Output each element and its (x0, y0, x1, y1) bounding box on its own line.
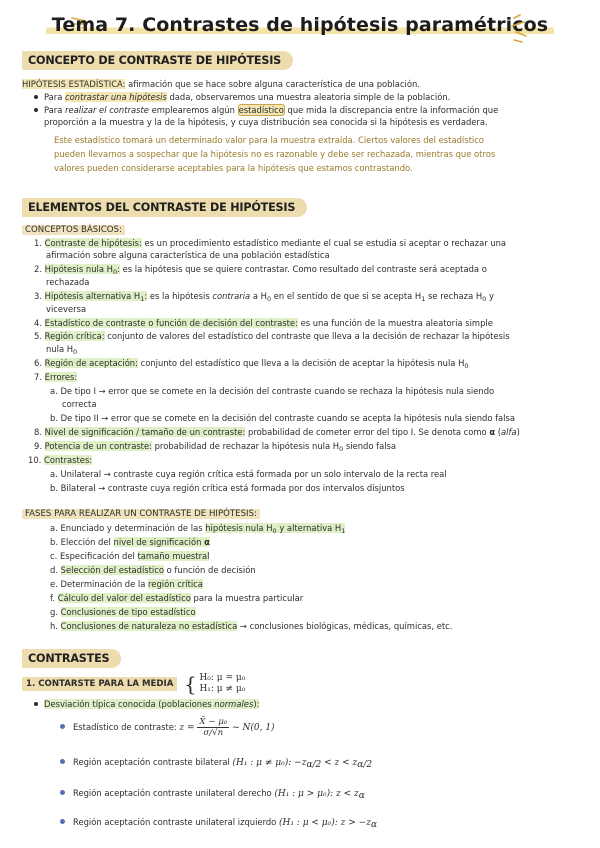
concept-6 (34, 358, 469, 372)
text: es la hipótesis (147, 291, 213, 301)
num: 9. (34, 441, 42, 451)
alpha-symbol: α (489, 427, 496, 437)
concepto-bullet-1 (34, 92, 450, 103)
num: e. (50, 579, 58, 589)
term: Estadístico de contraste o función de decisión del contraste: (44, 318, 298, 328)
phase-e (50, 579, 203, 590)
concept-3 (34, 291, 494, 305)
bullet-dot-icon (34, 108, 38, 112)
note-line-3: valores pueden considerarse aceptables para la hipótesis que estamos contrastando. (54, 163, 413, 173)
text: ) (516, 427, 520, 437)
subscript: 1 (140, 295, 145, 303)
term-text: Desviación típica conocida (poblaciones (44, 699, 215, 709)
num: g. (50, 607, 58, 617)
num: b. (50, 483, 58, 493)
phase-g (50, 607, 196, 618)
num: c. (50, 551, 58, 561)
text: emplearemos algún (148, 105, 238, 115)
term (45, 264, 120, 274)
concepto-bullet-2-line2: proporción a la muestra y la de la hipótesis, y cuya distribución sea conocida si la hipótesis es verdadera. (44, 117, 488, 127)
section-concepto-heading: CONCEPTO DE CONTRASTE DE HIPÓTESIS (22, 51, 293, 70)
concepto-bullet-2 (34, 105, 498, 116)
text: Estadístico de contraste: (73, 722, 180, 732)
text: Unilateral → contraste cuya región crítica está formada por un solo intervalo de la recta real (60, 469, 447, 479)
text: se rechaza H (425, 291, 483, 301)
colon: : (144, 291, 148, 301)
term (114, 537, 210, 547)
concept-5 (34, 331, 510, 342)
text: De tipo II → error que se comete en la decisión del contraste cuando se acepta la hipótesis nula siendo falsa (60, 413, 516, 423)
highlight-estadistico: estadístico (238, 105, 284, 115)
concept-7a (50, 386, 494, 397)
num: a. (50, 523, 58, 533)
concept-2 (34, 264, 487, 278)
num: 4. (34, 318, 42, 328)
text: es un procedimiento estadístico mediante el cual se estudia si aceptar o rechazar una (141, 238, 507, 248)
text: → conclusiones biológicas, médicas, químicas, etc. (237, 621, 453, 631)
subscript: α (370, 820, 378, 830)
text-em: realizar el contraste (65, 105, 149, 115)
test-statistic-line (60, 714, 275, 740)
subscript: 1 (421, 295, 426, 303)
math: (H₁ : μ ≠ μ₀): −z (232, 758, 307, 768)
hypotheses (199, 673, 245, 695)
concept-4 (34, 318, 493, 329)
concept-7 (34, 372, 77, 383)
bullet-dot-icon (60, 819, 65, 824)
text-em: alfa (501, 427, 517, 437)
fraction (197, 717, 229, 738)
math-z: z = (179, 723, 198, 733)
math: (H₁ : μ < μ₀): z > −z (278, 818, 371, 828)
text: para la muestra particular (190, 593, 304, 603)
bullet-dot-icon (60, 790, 65, 795)
text: Especificación del (59, 551, 138, 561)
text: conjunto del estadístico que lleva a la decisión de aceptar la hipótesis nula H (137, 358, 465, 368)
num: d. (50, 565, 58, 575)
phase-b (50, 537, 210, 548)
text: es la hipótesis que se quiere contrastar. Como resultado del contraste será aceptada o (119, 264, 487, 274)
denominator: σ/√n (203, 728, 224, 738)
term: Contraste de hipótesis: (44, 238, 142, 248)
definition-label: HIPÓTESIS ESTADÍSTICA: (22, 79, 126, 89)
term: región crítica (148, 579, 203, 589)
num: 10. (28, 455, 42, 465)
subscript: 0 (482, 295, 487, 303)
term: Conclusiones de naturaleza no estadística (60, 621, 238, 631)
definition-line (22, 79, 420, 90)
phase-a (50, 523, 345, 537)
phase-d (50, 565, 256, 576)
media-subheading (22, 670, 245, 696)
num: a. (50, 386, 58, 396)
num: a. (50, 469, 58, 479)
term: Conclusiones de tipo estadístico (60, 607, 196, 617)
concept-8 (34, 427, 520, 438)
concept-5-line2 (46, 344, 77, 358)
phase-c (50, 551, 209, 562)
num: b. (50, 413, 58, 423)
definition-text: afirmación que se hace sobre alguna característica de una población. (125, 79, 420, 89)
num: 2. (34, 264, 42, 274)
text: De tipo I → error que se comete en la decisión del contraste cuando se rechaza la hipótesis nula siendo (60, 386, 495, 396)
term: Cálculo del valor del estadístico (57, 593, 191, 603)
text: dada, observaremos una muestra aleatoria simple de la población. (166, 92, 451, 102)
term-text: Hipótesis nula H (44, 264, 113, 274)
text: Región aceptación contraste unilateral derecho (73, 788, 275, 798)
subscript: α/2 (306, 760, 322, 770)
subscript: α (358, 791, 365, 801)
term: Contrastes: (44, 455, 93, 465)
subscript: 0 (272, 527, 277, 535)
text: Para (44, 105, 66, 115)
concept-2-line2: rechazada (46, 277, 90, 287)
concept-1-line2: afirmación sobre alguna característica de una población estadística (46, 250, 330, 260)
text: Región aceptación contraste unilateral izquierdo (73, 817, 279, 827)
term: Selección del estadístico (60, 565, 164, 575)
num: 3. (34, 291, 42, 301)
text: probabilidad de rechazar la hipótesis nula H (151, 441, 340, 451)
section-elementos-heading: ELEMENTOS DEL CONTRASTE DE HIPÓTESIS (22, 198, 307, 217)
term-text: y alternativa H (276, 523, 342, 533)
text-em: normales (214, 699, 254, 709)
term-text: ): (253, 699, 260, 709)
numerator: X̄ − μ₀ (199, 717, 228, 727)
term: Región de aceptación: (44, 358, 138, 368)
text: Región aceptación contraste bilateral (73, 757, 233, 767)
brace-icon: { (184, 671, 197, 696)
text-em: contrastar una hipótesis (65, 92, 167, 102)
subscript: 0 (464, 362, 469, 370)
section-contrastes-heading: CONTRASTES (22, 649, 121, 668)
subscript: 0 (112, 268, 118, 276)
text: probabilidad de cometer error del tipo I. Se denota como (245, 427, 490, 437)
text: siendo falsa (343, 441, 397, 451)
term (44, 699, 259, 709)
num: 6. (34, 358, 42, 368)
text: en el sentido de que si se acepta H (271, 291, 422, 301)
hypothesis-h0: H₀: μ = μ₀ (199, 672, 246, 683)
term (205, 523, 345, 533)
num: h. (50, 621, 58, 631)
concept-10 (28, 455, 92, 466)
num: 8. (34, 427, 42, 437)
concept-7a-line2: correcta (62, 399, 97, 409)
fases-label: FASES PARA REALIZAR UN CONTRASTE DE HIPÓTESIS: (22, 509, 260, 519)
concept-1 (34, 238, 506, 249)
concept-9 (34, 441, 396, 455)
term: Región crítica: (44, 331, 105, 341)
concept-10a (50, 469, 447, 480)
text: Para (44, 92, 66, 102)
term-text: Hipótesis alternativa H (44, 291, 141, 301)
text: a H (250, 291, 267, 301)
term-text: nivel de significación (113, 537, 205, 547)
subscript: α/2 (357, 760, 373, 770)
text: Elección del (60, 537, 114, 547)
media-label: 1. CONTARSTE PARA LA MEDIA (22, 677, 177, 691)
note-line-1: Este estadístico tomará un determinado valor para la muestra extraída. Ciertos valores del estadístico (54, 135, 484, 145)
text-em: contraria (212, 291, 251, 301)
text: ( (495, 427, 502, 437)
term: tamaño muestral (137, 551, 210, 561)
subscript: 1 (341, 527, 346, 535)
conceptos-basicos-label: CONCEPTOS BÁSICOS: (22, 225, 125, 235)
subscript: 0 (266, 295, 272, 303)
text: o función de decisión (163, 565, 256, 575)
bullet-dot-icon (60, 724, 65, 729)
math-tail: ~ N(0, 1) (229, 723, 275, 733)
note-line-2: pueden llevarnos a sospechar que la hipótesis no es razonable y debe ser rechazada, mientras que otros (54, 149, 496, 159)
math: < z < z (321, 758, 358, 768)
num: 1. (34, 238, 42, 248)
text: Determinación de la (60, 579, 149, 589)
term (45, 291, 147, 301)
bullet-dot-icon (60, 759, 65, 764)
region-bilateral (60, 757, 372, 771)
known-sd-bullet (34, 699, 259, 710)
text: que mida la discrepancia entre la información que (284, 105, 499, 115)
text: es una función de la muestra aleatoria simple (297, 318, 493, 328)
math: (H₁ : μ > μ₀): z < z (274, 789, 359, 799)
concept-3-line2: viceversa (46, 304, 87, 314)
text: conjunto de valores del estadístico del contraste que lleva a la decisión de rechazar la hipótesis (104, 331, 510, 341)
subscript: 0 (73, 348, 78, 356)
page-title: Tema 7. Contrastes de hipótesis paramétricos (46, 14, 554, 36)
text: Enunciado y determinación de las (60, 523, 206, 533)
term: Nivel de significación / tamaño de un contraste: (44, 427, 246, 437)
concept-7b (50, 413, 515, 424)
alpha-symbol: α (204, 537, 210, 547)
subscript: 0 (339, 445, 344, 453)
right-sparkle-icon (508, 14, 534, 44)
term-text: hipótesis nula H (205, 523, 273, 533)
phase-h (50, 621, 452, 632)
phase-f (50, 593, 303, 604)
term: Errores: (44, 372, 78, 382)
num: f. (50, 593, 56, 603)
region-right (60, 788, 365, 802)
colon: : (117, 264, 120, 274)
bullet-dot-icon (34, 95, 38, 99)
text: Bilateral → contraste cuya región crítica está formada por dos intervalos disjuntos (60, 483, 405, 493)
text: y (486, 291, 494, 301)
term: Potencia de un contraste: (44, 441, 152, 451)
bullet-dot-icon (34, 702, 38, 706)
num: 7. (34, 372, 42, 382)
hypothesis-h1: H₁: μ ≠ μ₀ (199, 683, 246, 694)
region-left (60, 817, 377, 831)
num: 5. (34, 331, 42, 341)
text: nula H (46, 344, 74, 354)
num: b. (50, 537, 58, 547)
concept-10b (50, 483, 405, 494)
